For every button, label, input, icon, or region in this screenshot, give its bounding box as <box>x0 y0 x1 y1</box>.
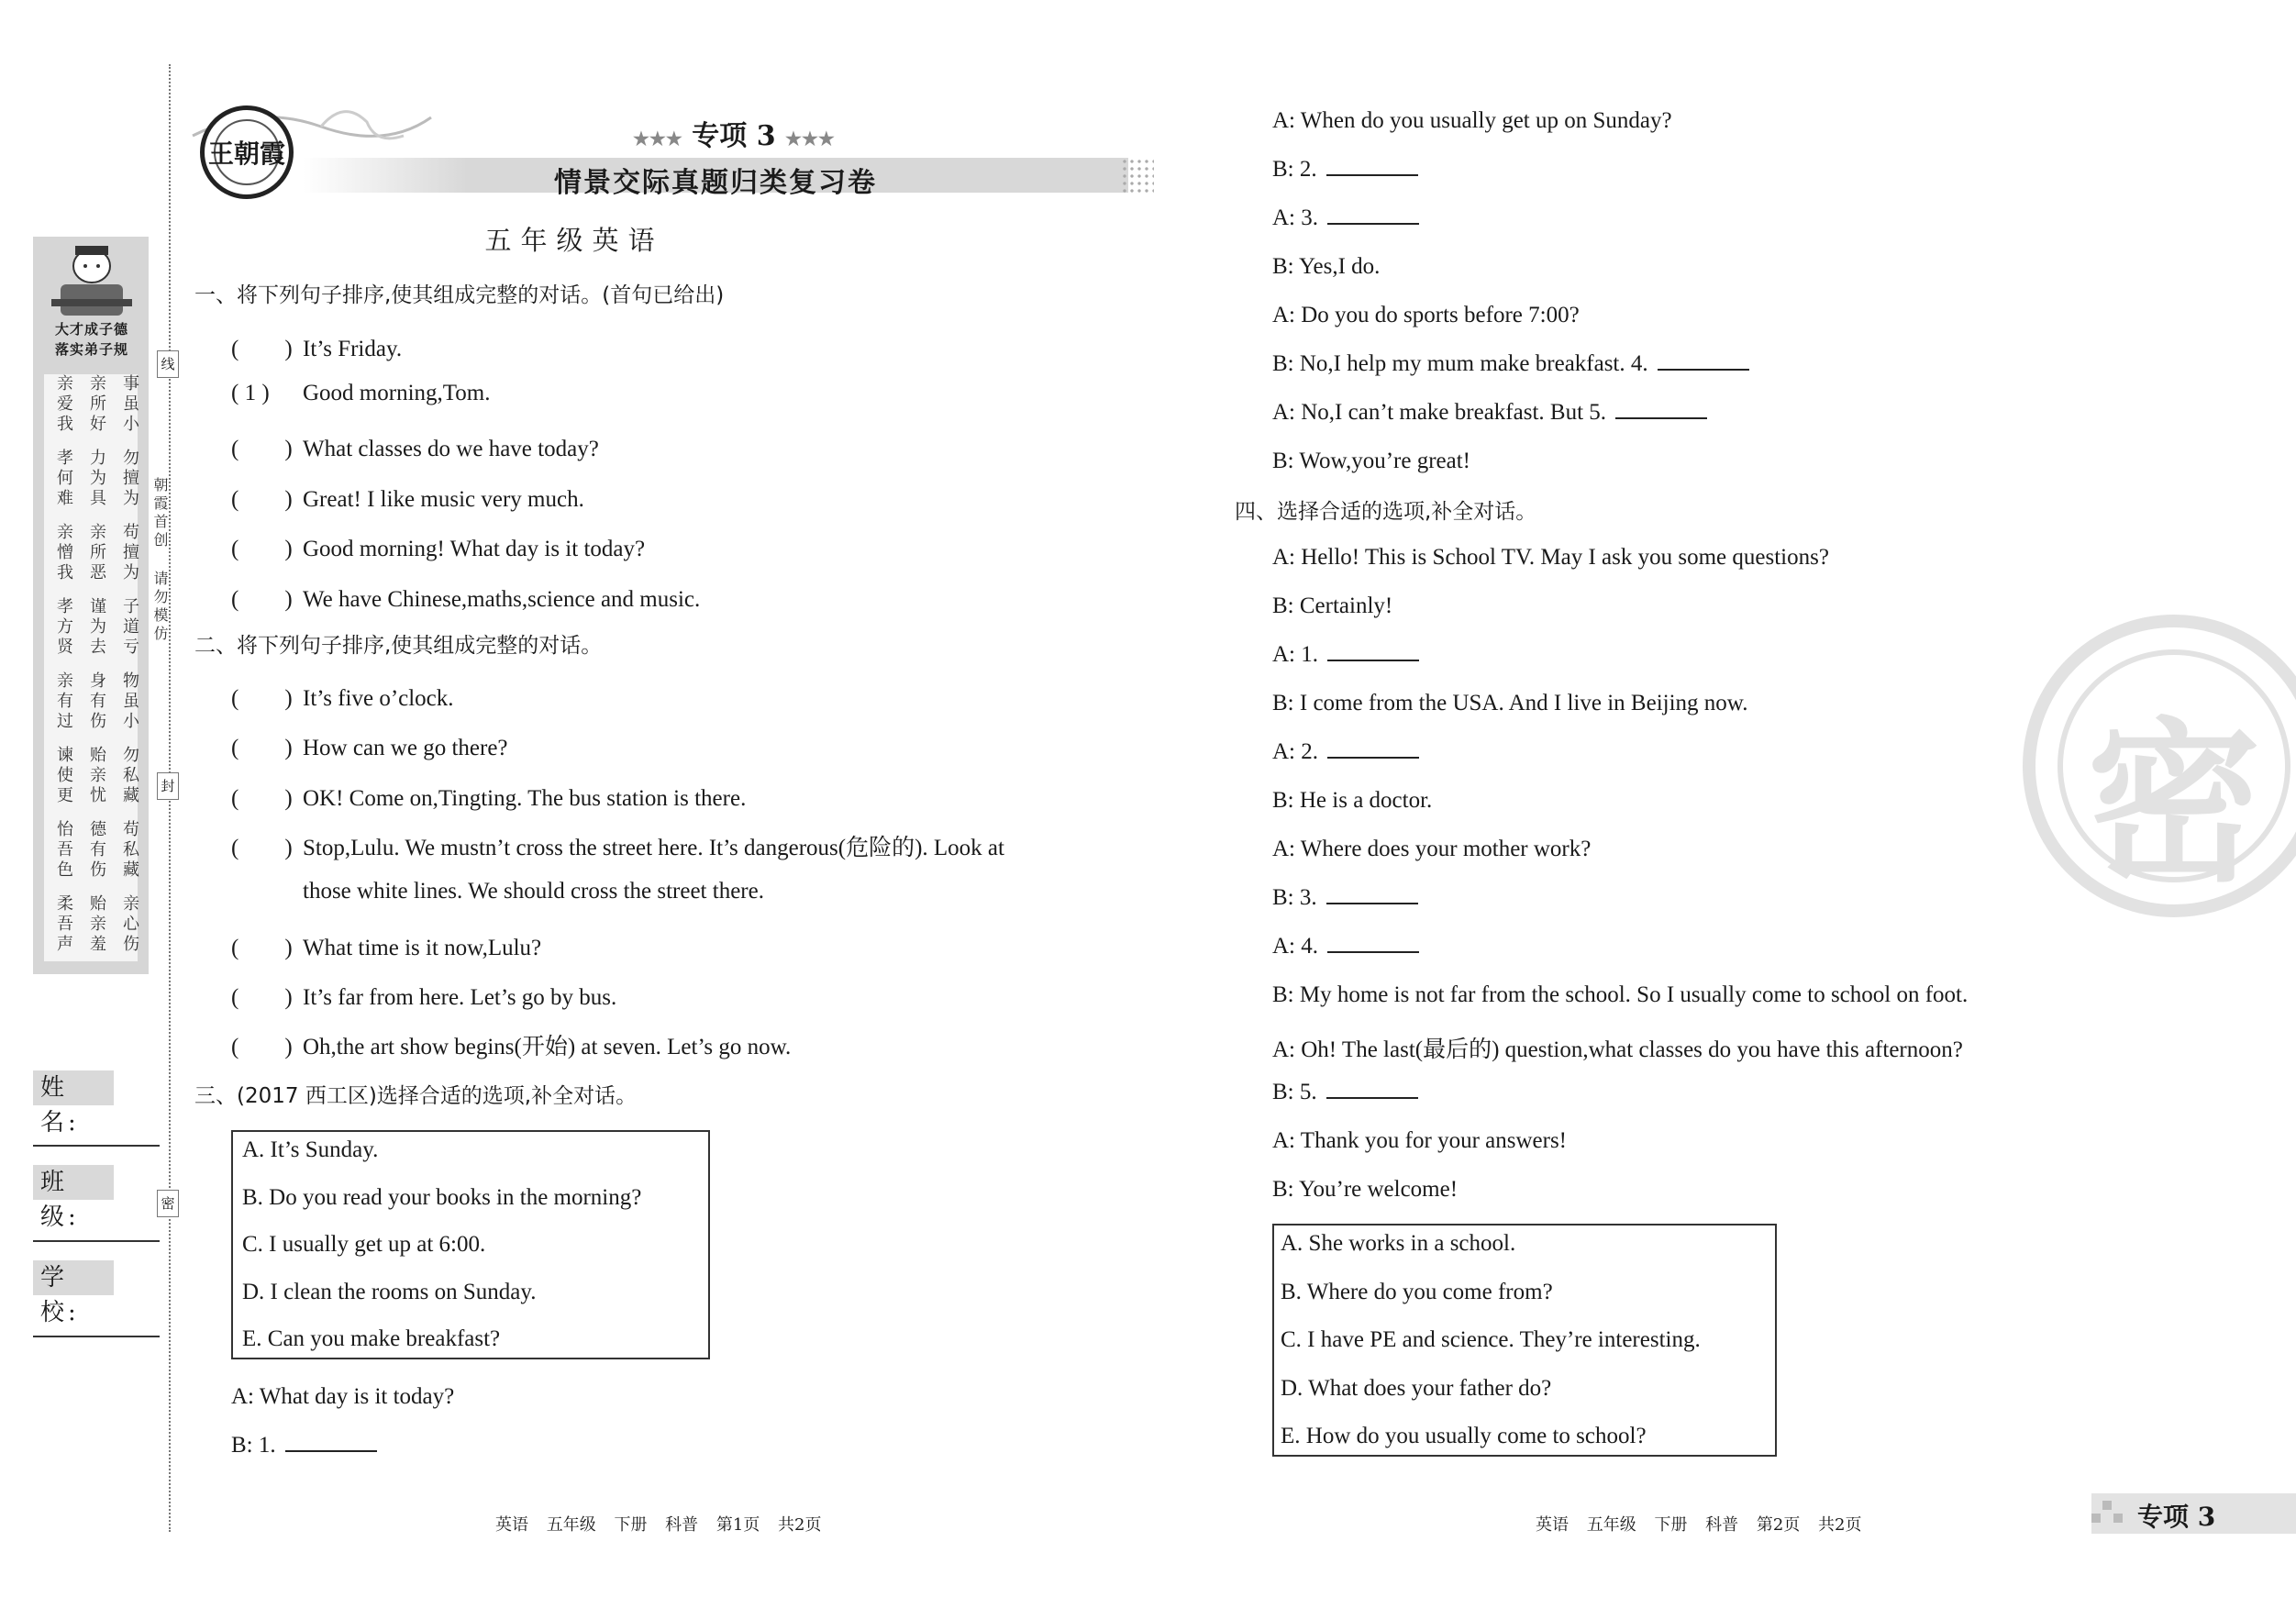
ordering-item <box>231 481 584 514</box>
dialog-line <box>1272 934 1419 959</box>
order-answer-box[interactable]: ( ) <box>231 486 293 512</box>
corner-square-icon <box>2102 1501 2112 1510</box>
dialog-text: A: When do you usually get up on Sunday? <box>1272 108 1672 133</box>
name-label: 姓 名: <box>33 1070 114 1105</box>
order-answer-box[interactable]: ( ) <box>231 935 293 960</box>
dialog-line <box>1272 1128 1567 1154</box>
order-answer-box[interactable]: ( ) <box>231 984 293 1010</box>
dialog-text: B: 1. <box>231 1433 276 1458</box>
page-subtitle: 五年级英语 <box>484 225 664 256</box>
dialog-text: A: Hello! This is School TV. May I ask you some questions? <box>1272 545 1829 570</box>
item-text: What classes do we have today? <box>303 437 599 461</box>
dialog-line <box>231 1433 377 1458</box>
verse-column: 力为具 <box>87 449 106 509</box>
order-answer-box[interactable]: ( ) <box>231 337 293 361</box>
answer-blank[interactable] <box>1326 1081 1418 1099</box>
dialog-text: B: Wow,you’re great! <box>1272 449 1470 473</box>
order-answer-box[interactable]: ( 1 ) <box>231 380 270 405</box>
dialog-text: A: Thank you for your answers! <box>1272 1128 1567 1153</box>
verse-column: 勿擅为 <box>120 449 139 509</box>
class-label: 班 级: <box>33 1165 114 1200</box>
dialog-text: A: 2. <box>1272 739 1318 764</box>
binding-char-line: 线 <box>157 350 179 378</box>
option-item: D. I clean the rooms on Sunday. <box>242 1279 537 1304</box>
verse-column: 苟擅为 <box>120 523 139 583</box>
answer-blank[interactable] <box>1327 206 1419 225</box>
verse-column: 事虽小 <box>120 374 139 435</box>
verse-column: 物虽小 <box>120 671 139 732</box>
option-item: A. She works in a school. <box>1281 1231 1516 1256</box>
name-line[interactable] <box>33 1145 160 1147</box>
verse-column: 亲心伤 <box>120 894 139 955</box>
ordering-item <box>231 530 645 563</box>
brand-logo <box>200 105 294 199</box>
dialog-text: A: Oh! The last(最后的) question,what classes do you have this afternoon? <box>1272 1037 1963 1062</box>
dialog-text: A: 1. <box>1272 642 1318 667</box>
dialog-line <box>1272 739 1419 765</box>
verse-column: 亲所好 <box>87 374 106 435</box>
footer-left: 英语 五年级 下册 科普 第1页 共2页 <box>495 1515 822 1535</box>
order-answer-box[interactable]: ( ) <box>231 586 293 612</box>
answer-blank[interactable] <box>1326 158 1418 176</box>
dialog-line <box>1272 982 1968 1008</box>
stars-right-icon: ★★★ <box>785 128 835 150</box>
section4-heading: 四、选择合适的选项,补全对话。 <box>1235 500 1537 524</box>
item-text: It’s far from here. Let’s go by bus. <box>303 984 617 1010</box>
dialog-text: A: 4. <box>1272 934 1318 959</box>
dialog-line <box>1272 885 1418 911</box>
option-item: A. It’s Sunday. <box>242 1137 379 1162</box>
stars-left-icon: ★★★ <box>633 128 682 150</box>
order-answer-box[interactable]: ( ) <box>231 537 293 561</box>
answer-blank[interactable] <box>285 1434 377 1452</box>
dialog-text: B: 3. <box>1272 885 1317 910</box>
answer-blank[interactable] <box>1327 740 1419 759</box>
dialog-line <box>1272 1080 1418 1105</box>
answer-blank[interactable] <box>1615 401 1707 419</box>
dialog-text: B: No,I help my mum make breakfast. 4. <box>1272 351 1648 376</box>
dialog-line <box>1272 157 1418 183</box>
dialog-line <box>1272 254 1380 280</box>
verse-column: 子道亏 <box>120 597 139 658</box>
dialog-line <box>1272 449 1470 474</box>
ordering-item <box>231 979 616 1012</box>
dialog-line <box>231 1384 454 1410</box>
dialog-text: A: What day is it today? <box>231 1384 455 1409</box>
item-text: Stop,Lulu. We mustn’t cross the street here. It’s dangerous(危险的). Look at <box>303 835 1004 860</box>
verse-column: 亲所恶 <box>87 523 106 583</box>
logo-text: 王朝霞 <box>207 139 285 169</box>
verse-column: 谏使更 <box>54 746 73 806</box>
answer-blank[interactable] <box>1658 352 1749 371</box>
dialog-text: A: 3. <box>1272 205 1318 230</box>
option-item: C. I usually get up at 6:00. <box>242 1232 486 1257</box>
binding-char-secret: 密 <box>157 1190 179 1217</box>
dialog-line <box>1272 788 1432 814</box>
option-item: B. Do you read your books in the morning? <box>242 1184 642 1210</box>
verse-column: 谨为去 <box>87 597 106 658</box>
dialog-line <box>1272 108 1672 134</box>
footer-right: 英语 五年级 下册 科普 第2页 共2页 <box>1536 1515 1862 1535</box>
special-number: 专项 3 <box>692 120 776 152</box>
dialog-line <box>1272 1177 1458 1203</box>
ordering-item <box>231 330 402 363</box>
ordering-item <box>231 430 599 463</box>
item-text: What time is it now,Lulu? <box>303 935 542 960</box>
order-answer-box[interactable]: ( ) <box>231 437 293 461</box>
ordering-item <box>231 879 764 904</box>
verse-column: 亲憎我 <box>54 523 73 583</box>
item-text: How can we go there? <box>303 736 508 761</box>
verse-column: 苟私藏 <box>120 820 139 881</box>
binding-char-seal: 封 <box>157 772 179 800</box>
ordering-item <box>231 680 454 713</box>
answer-blank[interactable] <box>1327 935 1419 953</box>
dialog-text: B: I come from the USA. And I live in Beijing now. <box>1272 691 1748 715</box>
section1-heading: 一、将下列句子排序,使其组成完整的对话。(首句已给出) <box>194 283 725 307</box>
corner-square-icon <box>2091 1514 2101 1523</box>
order-answer-box[interactable]: ( ) <box>231 1035 293 1060</box>
dialog-text: B: My home is not far from the school. So I usually come to school on foot. <box>1272 982 1969 1007</box>
sidebar-motto-1: 大才成子德 <box>54 321 128 338</box>
school-label: 学 校: <box>33 1260 114 1295</box>
dialog-line <box>1272 837 1591 862</box>
dialog-text: B: 5. <box>1272 1080 1317 1104</box>
school-line[interactable] <box>33 1336 160 1337</box>
item-text: It’s Friday. <box>303 337 403 361</box>
item-text: Good morning! What day is it today? <box>303 537 646 561</box>
order-answer-box[interactable]: ( ) <box>231 736 293 761</box>
option-item: E. Can you make breakfast? <box>242 1326 501 1351</box>
ordering-item <box>231 780 746 813</box>
answer-blank[interactable] <box>1326 886 1418 904</box>
corner-tag-text: 专项 3 <box>2137 1502 2216 1532</box>
item-text: We have Chinese,maths,science and music. <box>303 586 701 612</box>
dialog-text: A: No,I can’t make breakfast. But 5. <box>1272 400 1607 425</box>
seal-char: 密 <box>2086 703 2261 905</box>
answer-blank[interactable] <box>1327 643 1419 661</box>
item-text: OK! Come on,Tingting. The bus station is there. <box>303 785 747 811</box>
item-text: Great! I like music very much. <box>303 486 584 512</box>
verse-column: 孝方贤 <box>54 597 73 658</box>
class-line[interactable] <box>33 1240 160 1242</box>
ordering-item <box>231 1028 791 1061</box>
vertical-note-1: 朝霞首创 <box>151 477 169 550</box>
option-item: B. Where do you come from? <box>1281 1279 1553 1304</box>
dialog-text: A: Do you do sports before 7:00? <box>1272 303 1580 327</box>
dialog-line <box>1272 642 1419 668</box>
verse-column: 孝何难 <box>54 449 73 509</box>
dialog-line <box>1272 1031 1963 1064</box>
verse-column: 亲有过 <box>54 671 73 732</box>
item-text: Good morning,Tom. <box>303 380 491 405</box>
order-answer-box[interactable]: ( ) <box>231 686 293 711</box>
page-title: 情景交际真题归类复习卷 <box>554 167 877 199</box>
verse-column: 怡吾色 <box>54 820 73 881</box>
verse-column: 亲爱我 <box>54 374 73 435</box>
dialog-line <box>1272 545 1829 571</box>
item-text: It’s five o’clock. <box>303 686 454 711</box>
ordering-item <box>231 929 541 962</box>
dialog-line <box>1272 205 1419 231</box>
section3-heading: 三、(2017 西工区)选择合适的选项,补全对话。 <box>194 1084 638 1108</box>
dialog-line <box>1272 303 1580 328</box>
verse-column: 勿私藏 <box>120 746 139 806</box>
dialog-text: A: Where does your mother work? <box>1272 837 1592 861</box>
verse-column: 柔吾声 <box>54 894 73 955</box>
dialog-text: B: You’re welcome! <box>1272 1177 1459 1202</box>
dialog-line <box>1272 400 1707 426</box>
secret-seal-watermark <box>2023 615 2296 917</box>
order-answer-box[interactable]: ( ) <box>231 835 293 860</box>
dialog-text: B: 2. <box>1272 157 1317 182</box>
special-label <box>633 113 835 153</box>
verse-column: 贻亲羞 <box>87 894 106 955</box>
ordering-item <box>231 829 1004 862</box>
vertical-note-2: 请勿模仿 <box>151 571 169 644</box>
dialog-text: B: Yes,I do. <box>1272 254 1381 279</box>
dialog-line <box>1272 691 1747 716</box>
dialog-text: B: He is a doctor. <box>1272 788 1433 813</box>
item-text: Oh,the art show begins(开始) at seven. Let’s go now. <box>303 1035 792 1060</box>
item-text: those white lines. We should cross the street there. <box>303 879 764 904</box>
dialog-text: B: Certainly! <box>1272 593 1393 618</box>
dialog-line <box>1272 593 1392 619</box>
ordering-item <box>231 381 491 406</box>
corner-special-tag <box>2091 1493 2296 1534</box>
corner-square-icon <box>2113 1514 2123 1523</box>
verse-column: 德有伤 <box>87 820 106 881</box>
order-answer-box[interactable]: ( ) <box>231 785 293 811</box>
sidebar-motto-2: 落实弟子规 <box>54 341 128 358</box>
dialog-line <box>1272 351 1749 377</box>
section2-heading: 二、将下列句子排序,使其组成完整的对话。 <box>194 634 603 658</box>
verse-column: 身有伤 <box>87 671 106 732</box>
option-item: D. What does your father do? <box>1281 1375 1552 1401</box>
ordering-item <box>231 581 700 614</box>
option-item: E. How do you usually come to school? <box>1281 1424 1647 1448</box>
option-item: C. I have PE and science. They’re interesting. <box>1281 1327 1701 1352</box>
verse-column: 贻亲忧 <box>87 746 106 806</box>
ordering-item <box>231 729 508 762</box>
